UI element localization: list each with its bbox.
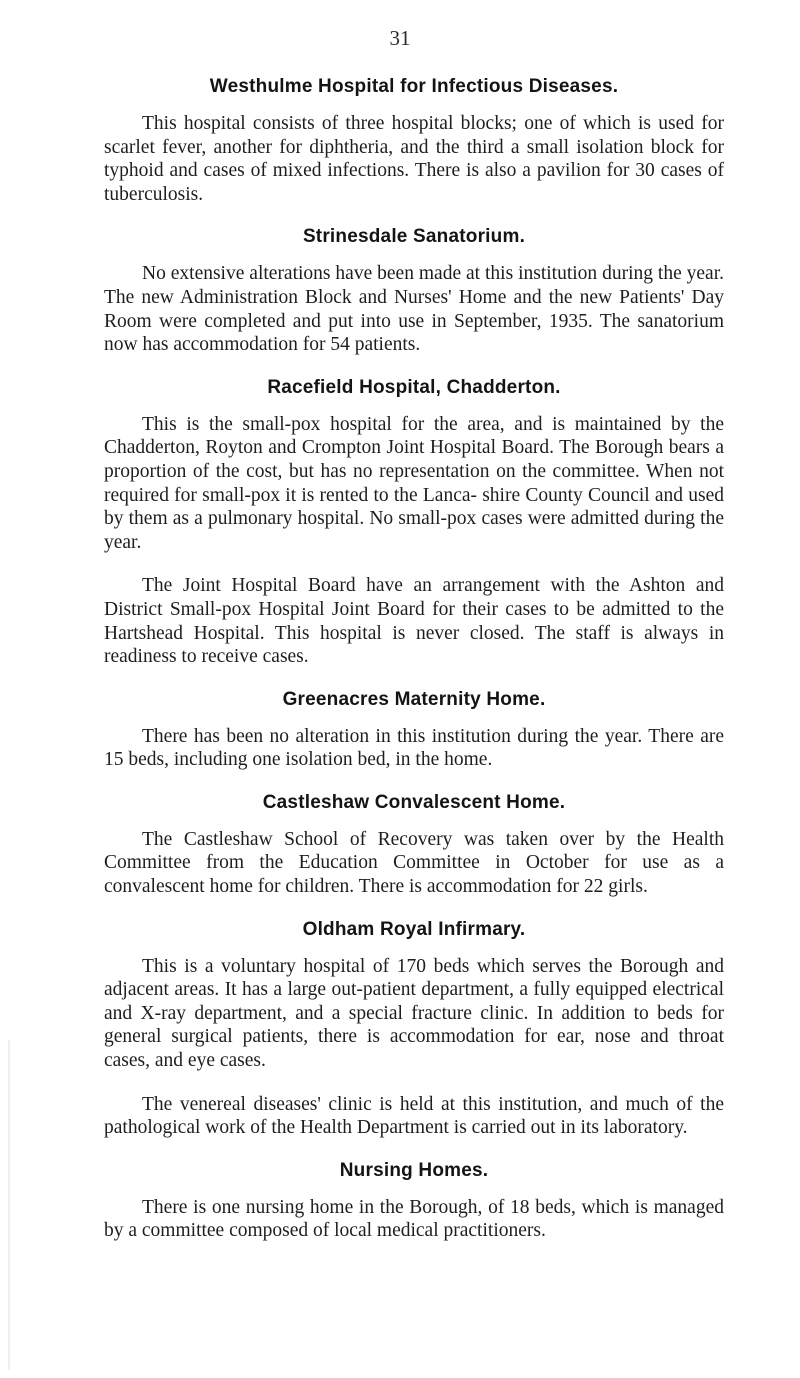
paragraph: The Castleshaw School of Recovery was taken over by the Health Committee from the Education Committee in October for use as a convalescent home for children. There is accommodation for 22 girls. xyxy=(104,828,724,898)
paragraph: There has been no alteration in this institution during the year. There are 15 beds, including one isolation bed, in the home. xyxy=(104,725,724,771)
page-number: 31 xyxy=(389,26,411,50)
paragraph: The Joint Hospital Board have an arrangement with the Ashton and District Small-pox Hospital Joint Board for their cases to be admitted to the Hartshead Hospital. This hospital is never closed. The staff is always in readiness to receive cases. xyxy=(104,575,724,668)
section-greenacres-maternity-home xyxy=(104,689,724,772)
section-heading: Strinesdale Sanatorium. xyxy=(302,226,526,248)
paragraph: This hospital consists of three hospital blocks; one of which is used for scarlet fever, another for diphtheria, and the third a small isolation block for typhoid and cases of mixed infections. There is also a pavilion for 30 cases of tuberculosis. xyxy=(104,113,724,205)
document-body xyxy=(104,76,724,1263)
section-oldham-royal-infirmary xyxy=(104,919,724,1140)
paragraph: This is a voluntary hospital of 170 beds which serves the Borough and adjacent areas. It has a large out-patient department, a fully equipped electrical and X-ray department, and a special fracture clinic. In addition to beds for general surgical patients, there is accommodation for ear, nose and throat cases, and eye cases. xyxy=(104,955,724,1072)
section-strinesdale-sanatorium xyxy=(104,226,724,356)
section-racefield-hospital xyxy=(104,377,724,669)
section-nursing-homes xyxy=(104,1160,724,1243)
section-heading: Nursing Homes. xyxy=(339,1159,489,1181)
section-heading: Greenacres Maternity Home. xyxy=(282,688,546,710)
section-castleshaw-convalescent-home xyxy=(104,792,724,899)
paragraph: There is one nursing home in the Borough, of 18 beds, which is managed by a committee composed of local medical practitioners. xyxy=(104,1196,724,1242)
paragraph: The venereal diseases' clinic is held at this institution, and much of the pathological work of the Health Department is carried out in its laboratory. xyxy=(104,1093,724,1139)
paragraph: No extensive alterations have been made at this institution during the year. The new Administration Block and Nurses' Home and the new Patients' Day Room were completed and put into use in September, 1935. The sanatorium now has accommodation for 54 patients. xyxy=(104,263,724,356)
section-heading: Oldham Royal Infirmary. xyxy=(302,918,526,940)
paragraph: This is the small-pox hospital for the area, and is maintained by the Chadderton, Royton and Crompton Joint Hospital Board. The Borough bears a proportion of the cost, but has no representation on the committee. When not required for small-pox it is rented to the Lanca- shire County Council and used by them as a pulmonary hospital. No small-pox cases were admitted during the year. xyxy=(104,413,724,553)
section-heading: Racefield Hospital, Chadderton. xyxy=(267,376,561,398)
section-westhulme-hospital xyxy=(104,76,724,206)
page-edge-shadow xyxy=(8,1040,10,1370)
section-heading: Westhulme Hospital for Infectious Diseases. xyxy=(209,76,619,97)
section-heading: Castleshaw Convalescent Home. xyxy=(262,791,566,813)
